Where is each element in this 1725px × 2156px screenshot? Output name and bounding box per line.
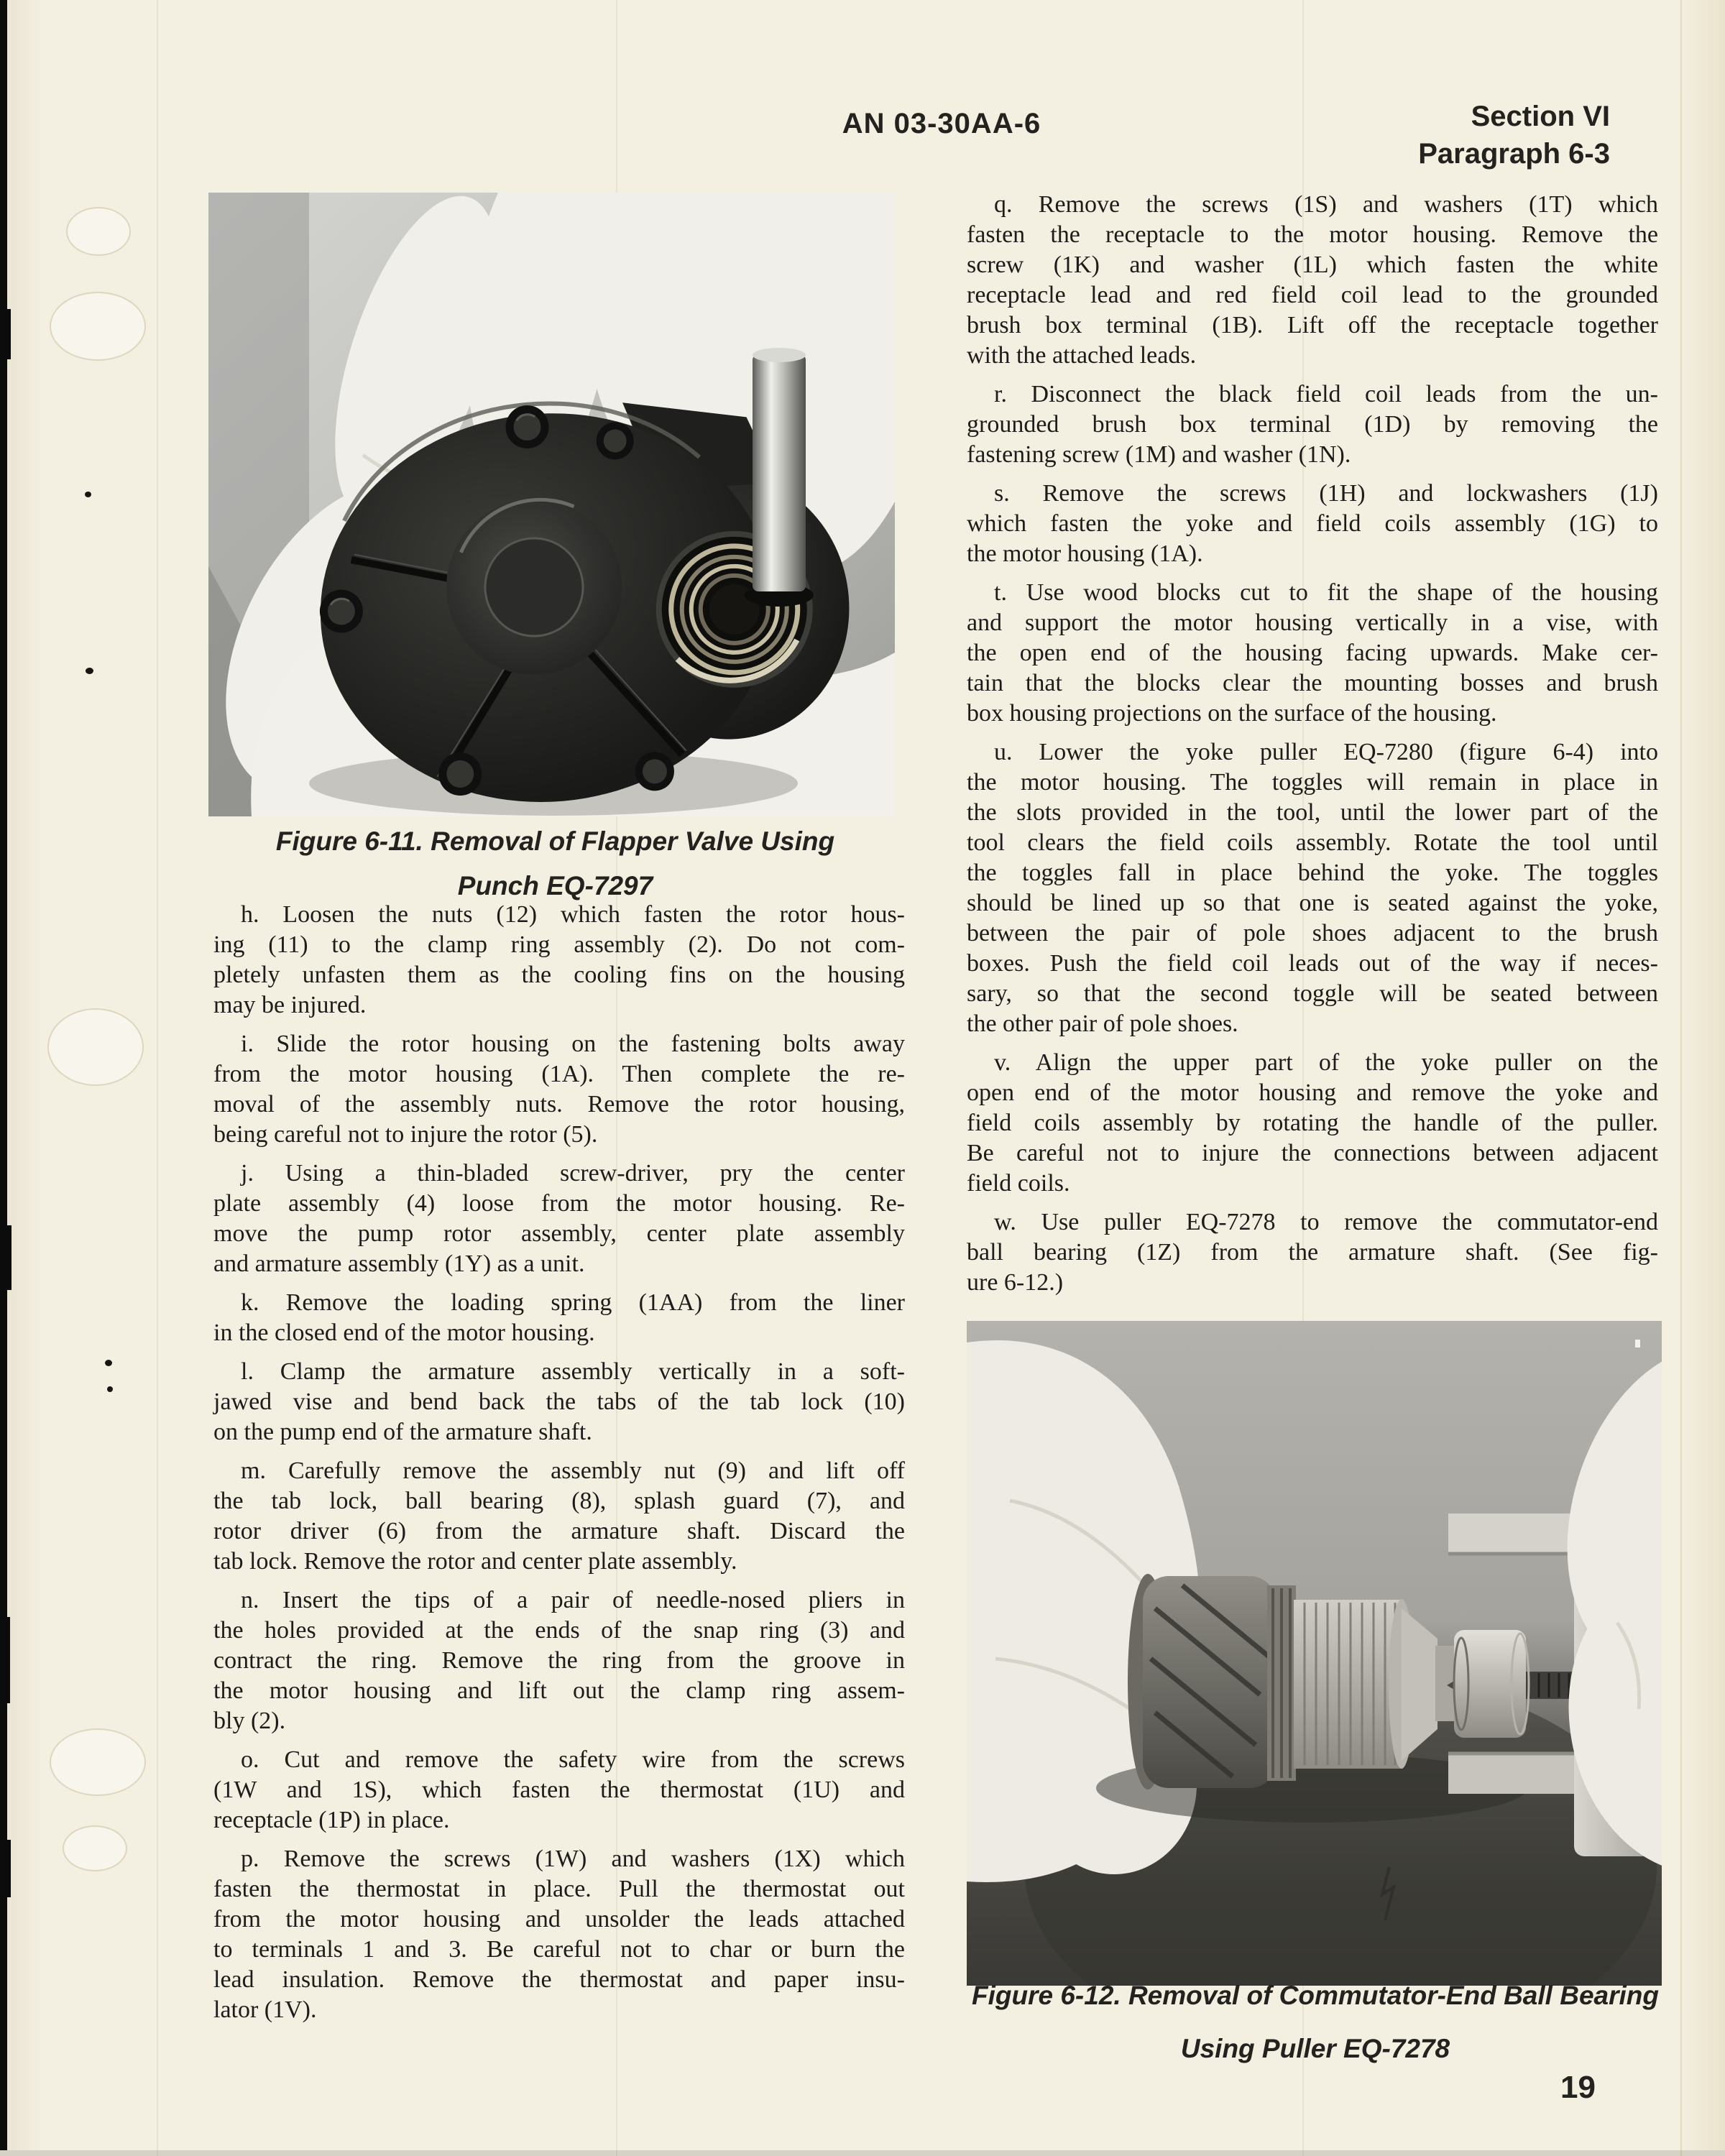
text-line: tool clears the field coils assembly. Rotate the tool until: [967, 829, 1658, 856]
text-line: receptacle lead and red field coil lead to the grounded: [967, 282, 1658, 308]
text-line: p. Remove the screws (1W) and washers (1X) which: [241, 1846, 905, 1872]
paragraph: [967, 1048, 1658, 1199]
text-line: the motor housing and lift out the clamp ring assem-: [213, 1677, 905, 1704]
caption-line: Figure 6-11. Removal of Flapper Valve Using: [275, 826, 835, 856]
text-line: w. Use puller EQ-7278 to remove the commutator-end: [994, 1209, 1658, 1235]
text-line: screw (1K) and washer (1L) which fasten the white: [967, 252, 1658, 278]
armature-assembly: [1128, 1574, 1455, 1789]
text-line: ure 6-12.): [967, 1269, 1064, 1296]
text-line: fasten the receptacle to the motor housing. Remove the: [967, 221, 1658, 248]
ink-speck: [86, 668, 93, 674]
text-line: the motor housing (1A).: [967, 540, 1203, 567]
text-line: fasten the thermostat in place. Pull the thermostat out: [213, 1876, 905, 1902]
text-line: field coils assembly by rotating the handle of the puller.: [967, 1110, 1658, 1136]
paragraph: [967, 1207, 1658, 1298]
text-line: grounded brush box terminal (1D) by removing the: [967, 411, 1658, 438]
text-line: the other pair of pole shoes.: [967, 1010, 1238, 1037]
caption-line: Punch EQ-7297: [457, 871, 653, 900]
text-line: with the attached leads.: [967, 342, 1197, 369]
text-line: receptacle (1P) in place.: [213, 1807, 450, 1833]
text-line: and support the motor housing vertically in a vise, with: [967, 609, 1658, 636]
punch-tool: [745, 348, 814, 607]
ink-speck: [105, 1360, 112, 1366]
text-line: from the motor housing and unsolder the leads attached: [213, 1906, 905, 1932]
text-line: plate assembly (4) loose from the motor housing. Re-: [213, 1190, 905, 1217]
section-label: Section VI: [1471, 101, 1610, 132]
text-line: h. Loosen the nuts (12) which fasten the rotor hous-: [241, 901, 905, 928]
paragraph: [213, 1158, 905, 1279]
paragraph: [967, 737, 1658, 1039]
scan-edge-bump: [0, 1225, 12, 1290]
binder-hole: [66, 207, 131, 256]
text-line: jawed vise and bend back the tabs of the tab lock (10): [213, 1388, 905, 1415]
ink-speck: [107, 1386, 113, 1392]
scan-edge-bump: [0, 1617, 10, 1703]
text-line: from the motor housing (1A). Then complete the re-: [213, 1061, 905, 1087]
left-column: [213, 900, 905, 2034]
paragraph: [967, 578, 1658, 729]
text-line: r. Disconnect the black field coil leads from the un-: [994, 381, 1658, 407]
text-line: (1W and 1S), which fasten the thermostat (1U) and: [213, 1777, 905, 1803]
paragraph: [213, 1745, 905, 1835]
binder-hole: [47, 1008, 144, 1086]
text-line: the toggles fall in place behind the yoke. The toggles: [967, 860, 1658, 886]
text-line: k. Remove the loading spring (1AA) from the liner: [241, 1289, 905, 1316]
paragraph: [213, 1288, 905, 1348]
text-line: t. Use wood blocks cut to fit the shape of the housing: [994, 579, 1658, 606]
scan-edge-bump: [0, 309, 11, 359]
text-line: field coils.: [967, 1170, 1070, 1197]
text-line: m. Carefully remove the assembly nut (9) and lift off: [241, 1457, 905, 1484]
text-line: the holes provided at the ends of the snap ring (3) and: [213, 1617, 905, 1644]
text-line: fastening screw (1M) and washer (1N).: [967, 441, 1351, 468]
paragraph: [213, 1029, 905, 1150]
text-line: being careful not to injure the rotor (5).: [213, 1121, 598, 1148]
text-line: and armature assembly (1Y) as a unit.: [213, 1250, 585, 1277]
text-line: o. Cut and remove the safety wire from the screws: [241, 1746, 905, 1773]
text-line: v. Align the upper part of the yoke puller on the: [994, 1049, 1658, 1076]
text-line: q. Remove the screws (1S) and washers (1T) which: [994, 191, 1658, 218]
text-line: u. Lower the yoke puller EQ-7280 (figure 6-4) into: [994, 739, 1658, 765]
text-line: n. Insert the tips of a pair of needle-nosed pliers in: [241, 1587, 905, 1613]
text-line: which fasten the yoke and field coils assembly (1G) to: [967, 510, 1658, 537]
text-line: the motor housing. The toggles will remain in place in: [967, 769, 1658, 796]
binder-hole: [50, 1728, 146, 1796]
text-line: box housing projections on the surface of the housing.: [967, 700, 1497, 727]
text-line: i. Slide the rotor housing on the fastening bolts away: [241, 1031, 905, 1057]
text-line: tain that the blocks clear the mounting bosses and brush: [967, 670, 1658, 696]
scan-edge-bottom: [0, 2150, 1725, 2156]
section-header: [1322, 98, 1610, 172]
ball-bearing: [1454, 1630, 1529, 1738]
paragraph: [213, 1357, 905, 1447]
text-line: brush box terminal (1B). Lift off the receptacle together: [967, 312, 1658, 338]
right-column: [967, 190, 1658, 1307]
text-line: ball bearing (1Z) from the armature shaft. (See fig-: [967, 1239, 1658, 1266]
text-line: ing (11) to the clamp ring assembly (2). Do not com-: [213, 931, 905, 958]
text-line: to terminals 1 and 3. Be careful not to char or burn the: [213, 1936, 905, 1963]
paragraph: [213, 1844, 905, 2025]
text-line: the open end of the housing facing upwards. Make cer-: [967, 640, 1658, 666]
text-line: rotor driver (6) from the armature shaft. Discard the: [213, 1518, 905, 1544]
text-line: should be lined up so that one is seated against the yoke,: [967, 890, 1658, 916]
caption-line: Figure 6-12. Removal of Commutator-End Ball Bearing: [972, 1981, 1659, 2010]
text-line: in the closed end of the motor housing.: [213, 1319, 595, 1346]
text-line: bly (2).: [213, 1708, 286, 1734]
text-line: Be careful not to injure the connections between adjacent: [967, 1140, 1658, 1166]
paragraph: [213, 900, 905, 1021]
figure-6-12-photo: [967, 1321, 1662, 1986]
paragraph: [213, 1585, 905, 1736]
paper-crease: [1680, 0, 1682, 2156]
paragraph: [967, 479, 1658, 569]
text-line: sary, so that the second toggle will be seated between: [967, 980, 1658, 1007]
text-line: moval of the assembly nuts. Remove the rotor housing,: [213, 1091, 905, 1118]
text-line: j. Using a thin-bladed screw-driver, pry the center: [241, 1160, 905, 1187]
figure-6-12-caption: [952, 1969, 1678, 2076]
text-line: move the pump rotor assembly, center plate assembly: [213, 1220, 905, 1247]
text-line: pletely unfasten them as the cooling fins on the housing: [213, 962, 905, 988]
doc-number: AN 03-30AA-6: [842, 108, 1041, 139]
text-line: l. Clamp the armature assembly vertically in a soft-: [241, 1358, 905, 1385]
paragraph-label: Paragraph 6-3: [1418, 138, 1610, 170]
figure-6-11-caption: [216, 819, 895, 908]
text-line: may be injured.: [213, 992, 367, 1018]
text-line: s. Remove the screws (1H) and lockwashers (1J): [994, 480, 1658, 507]
text-line: boxes. Push the field coil leads out of the way if neces-: [967, 950, 1658, 977]
text-line: open end of the motor housing and remove the yoke and: [967, 1079, 1658, 1106]
text-line: lator (1V).: [213, 1996, 317, 2023]
paper-crease: [157, 0, 158, 2156]
caption-line: Using Puller EQ-7278: [1180, 2034, 1450, 2063]
scan-edge-bump: [0, 1840, 11, 1897]
binder-hole: [63, 1825, 127, 1871]
text-line: between the pair of pole shoes adjacent to the brush: [967, 920, 1658, 946]
paragraph: [967, 190, 1658, 371]
text-line: tab lock. Remove the rotor and center plate assembly.: [213, 1548, 737, 1575]
text-line: lead insulation. Remove the thermostat and paper insu-: [213, 1966, 905, 1993]
text-line: on the pump end of the armature shaft.: [213, 1419, 592, 1445]
text-line: the slots provided in the tool, until the lower part of the: [967, 799, 1658, 826]
text-line: the tab lock, ball bearing (8), splash guard (7), and: [213, 1488, 905, 1514]
text-line: contract the ring. Remove the ring from the groove in: [213, 1647, 905, 1674]
paragraph: [213, 1456, 905, 1577]
figure-6-11-photo: [208, 193, 895, 816]
binder-hole: [50, 292, 146, 361]
ink-speck: [85, 492, 91, 497]
paragraph: [967, 379, 1658, 470]
page-number: 19: [1560, 2070, 1596, 2105]
